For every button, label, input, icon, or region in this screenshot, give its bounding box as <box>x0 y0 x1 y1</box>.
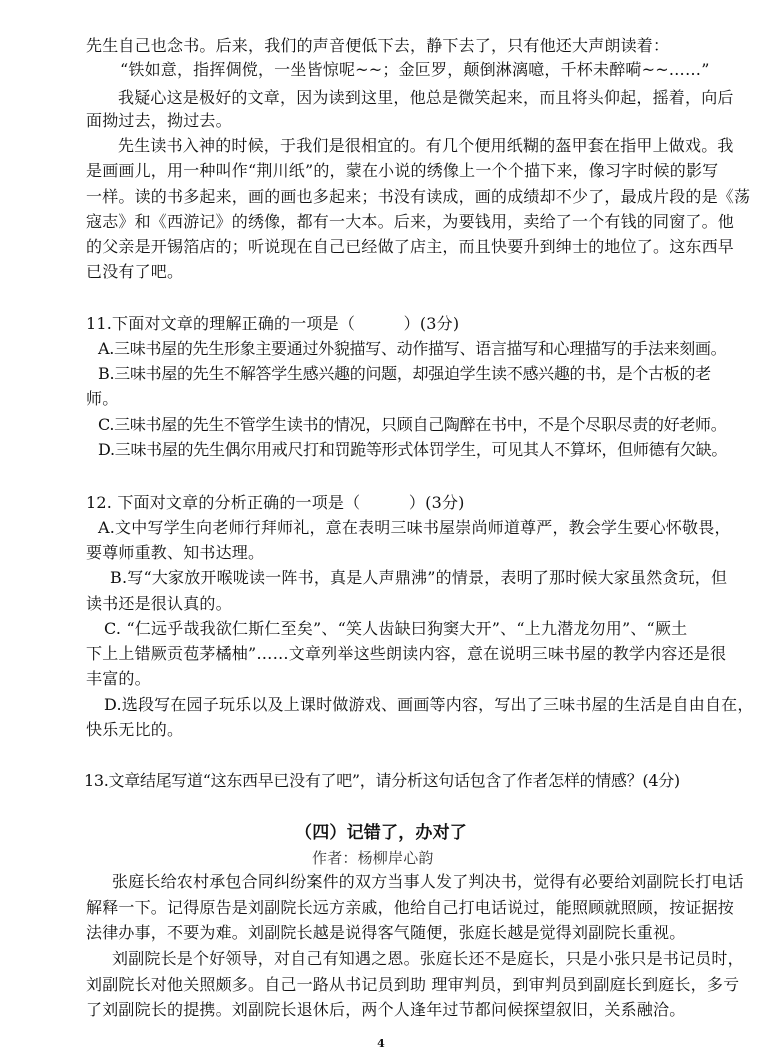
passage-text-line: 先生读书入神的时候，于我们是很相宜的。有几个便用纸糊的盔甲套在指甲上做戏。我 <box>118 136 734 155</box>
passage-text-line: “铁如意，指挥倜傥，一坐皆惊呢~~；金叵罗，颠倒淋漓噫，千杯未醉嗬~~……” <box>120 60 710 79</box>
passage-text-line: 先生自己也念书。后来，我们的声音便低下去，静下去了，只有他还大声朗读着： <box>86 36 670 55</box>
section-author: 作者：杨柳岸心韵 <box>312 849 434 867</box>
question-11-option-a: A.三味书屋的先生形象主要通过外貌描写、动作描写、语言描写和心理描写的手法来刻画。 <box>98 339 727 358</box>
section-text-line: 法律办事，不要为难。刘副院长越是说得客气随便，张庭长越是觉得刘副院长重视。 <box>86 923 686 942</box>
question-12-option-b: 读书还是很认真的。 <box>86 594 232 613</box>
section-text-line: 刘副院长是个好领导，对自己有知遇之恩。张庭长还不是庭长，只是小张只是书记员时， <box>112 949 744 968</box>
passage-text-line: 一样。读的书多起来，画的画也多起来；书没有读成，画的成绩却不少了，最成片段的是《荡 <box>86 187 751 206</box>
question-12-option-d: D.选段写在园子玩乐以及上课时做游戏、画画等内容，写出了三味书屋的生活是自由自在， <box>104 695 754 714</box>
passage-text-line: 寇志》和《西游记》的绣像，都有一大本。后来，为要钱用，卖给了一个有钱的同窗了。他 <box>86 212 735 231</box>
question-12-option-a: A.文中写学生向老师行拜师礼，意在表明三味书屋崇尚师道尊严，教会学生要心怀敬畏， <box>98 518 731 537</box>
question-12-option-c: 下上上错厥贡苞茅橘柚”……文章列举这些朗读内容，意在说明三味书屋的教学内容还是很 <box>86 644 727 663</box>
question-13-stem: 13.文章结尾写道“这东西早已没有了吧”，请分析这句话包含了作者怎样的情感？(4分) <box>84 771 680 790</box>
question-12-option-d: 快乐无比的。 <box>86 720 184 739</box>
question-11-option-c: C.三味书屋的先生不管学生读书的情况，只顾自己陶醉在书中，不是个尽职尽责的好老师。 <box>98 415 727 434</box>
question-12-option-c: C. “仁远乎哉我欲仁斯仁至矣”、“笑人齿缺曰狗窦大开”、“上九潜龙勿用”、“厥土 <box>104 619 688 638</box>
passage-text-line: 是画画儿，用一种叫作“荆川纸”的，蒙在小说的绣像上一个个描下来，像习字时候的影写 <box>86 161 719 180</box>
section-text-line: 解释一下。记得原告是刘副院长远方亲戚，他给自己打电话说过，能照顾就照顾，按证据按 <box>86 898 735 917</box>
passage-text-line: 我疑心这是极好的文章，因为读到这里，他总是微笑起来，而且将头仰起，摇着，向后 <box>118 88 734 107</box>
question-12-option-b: B.写“大家放开喉咙读一阵书，真是人声鼎沸”的情景，表明了那时候大家虽然贪玩，但 <box>110 568 728 587</box>
question-11-option-b: B.三味书屋的先生不解答学生感兴趣的问题，却强迫学生读不感兴趣的书，是个古板的老 <box>98 364 711 383</box>
section-text-line: 刘副院长对他关照颇多。自己一路从书记员到助 理审判员，到审判员到副庭长到庭长，多亏 <box>86 975 740 994</box>
section-text-line: 了刘副院长的提携。刘副院长退休后，两个人逢年过节都问候探望叙旧，关系融洽。 <box>86 1000 686 1019</box>
section-text-line: 张庭长给农村承包合同纠纷案件的双方当事人发了判决书，觉得有必要给刘副院长打电话 <box>112 872 744 891</box>
section-title: （四）记错了，办对了 <box>295 823 467 843</box>
question-11-option-d: D.三味书屋的先生偶尔用戒尺打和罚跪等形式体罚学生，可见其人不算坏，但师德有欠缺。 <box>98 440 728 459</box>
passage-text-line: 已没有了吧。 <box>86 262 184 281</box>
page-number: 4 <box>377 1037 385 1050</box>
passage-text-line: 的父亲是开锡箔店的；听说现在自己已经做了店主，而且快要升到绅士的地位了。这东西早 <box>86 237 735 256</box>
question-11-option-b: 师。 <box>86 389 119 408</box>
question-12-option-c: 丰富的。 <box>86 669 151 688</box>
question-12-option-a: 要尊师重教、知书达理。 <box>86 543 265 562</box>
question-12-stem: 12. 下面对文章的分析正确的一项是（ ）(3分) <box>86 493 465 512</box>
question-11-stem: 11.下面对文章的理解正确的一项是（ ）(3分) <box>86 314 460 333</box>
passage-text-line: 面拗过去，拗过去。 <box>86 111 232 130</box>
